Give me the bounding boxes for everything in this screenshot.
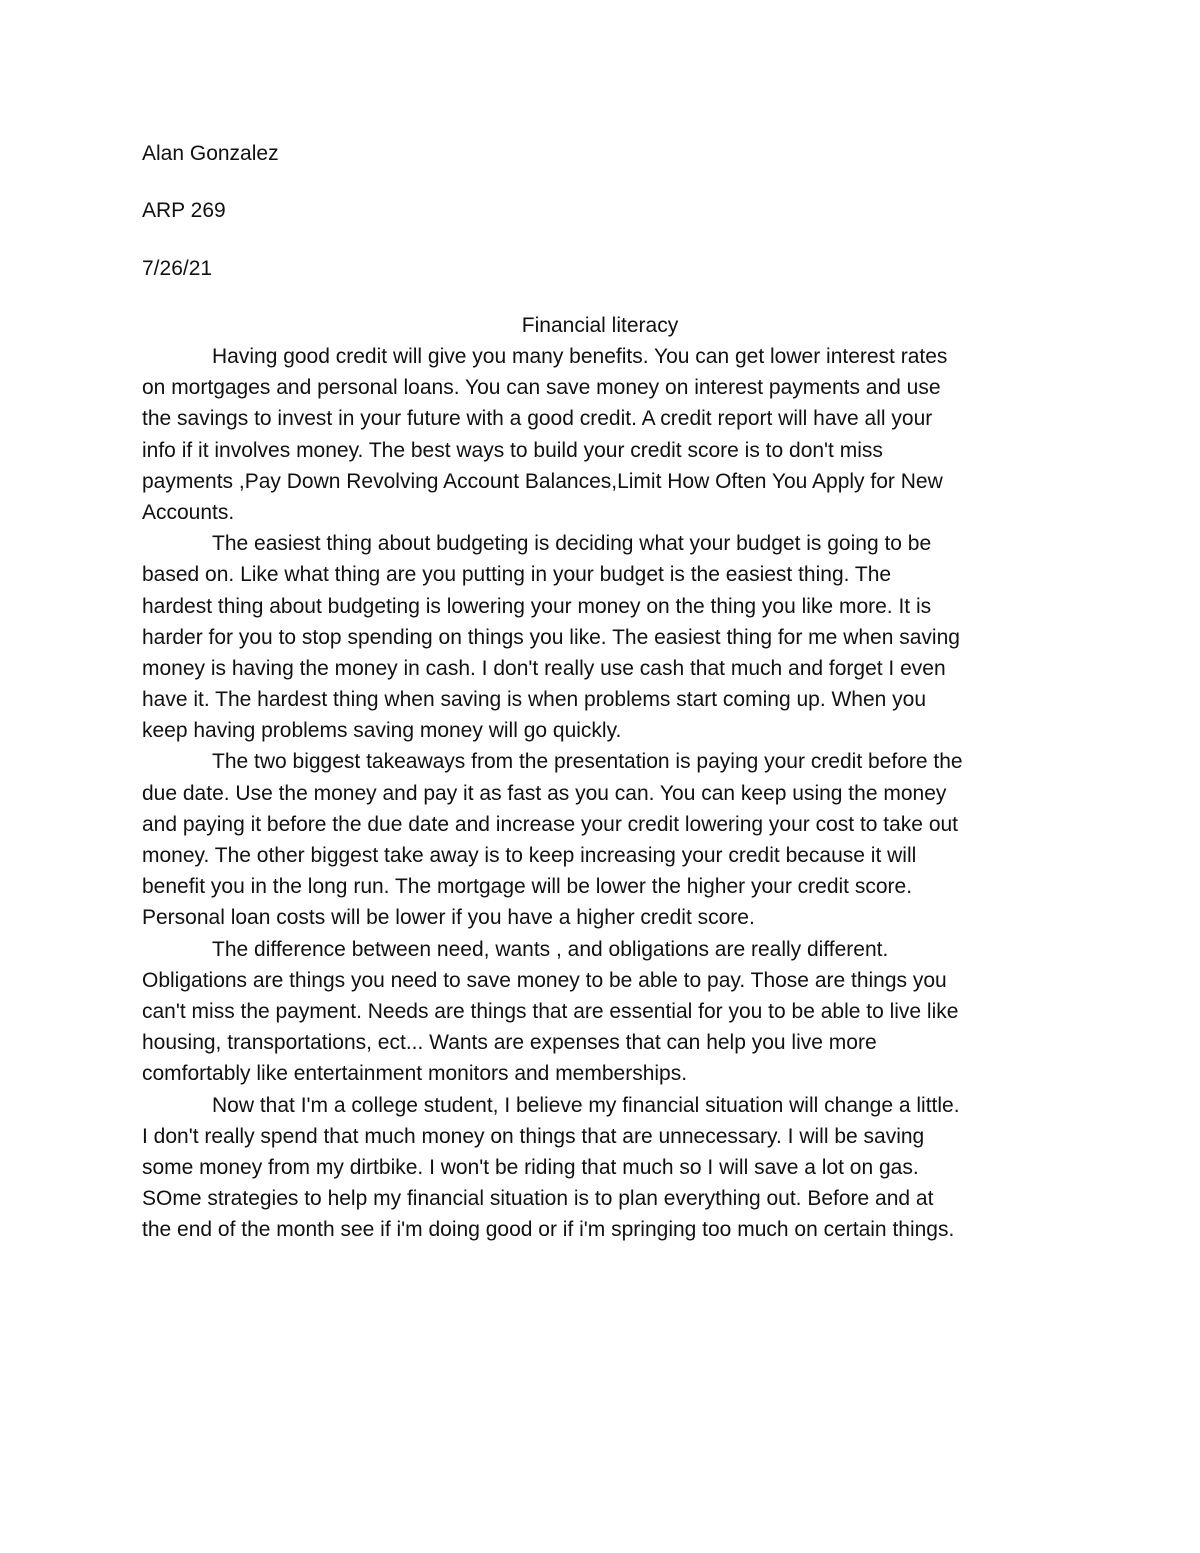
paragraph-line: Personal loan costs will be lower if you have a higher credit score. bbox=[142, 906, 755, 930]
paragraph-line: benefit you in the long run. The mortgage will be lower the higher your credit score. bbox=[142, 875, 913, 899]
paragraph-line: Obligations are things you need to save money to be able to pay. Those are things you bbox=[142, 968, 947, 992]
paragraph-college bbox=[142, 1090, 1062, 1246]
paragraph-line: can't miss the payment. Needs are things that are essential for you to be able to live like bbox=[142, 999, 959, 1023]
paragraph-line: have it. The hardest thing when saving is when problems start coming up. When you bbox=[142, 688, 927, 712]
paragraph-line: based on. Like what thing are you putting in your budget is the easiest thing. The bbox=[142, 563, 892, 587]
paragraph-line: The easiest thing about budgeting is deciding what your budget is going to be bbox=[212, 532, 932, 556]
paragraph-line: comfortably like entertainment monitors and memberships. bbox=[142, 1062, 688, 1086]
paragraph-line: The two biggest takeaways from the presentation is paying your credit before the bbox=[212, 750, 963, 774]
paragraph-line: money. The other biggest take away is to keep increasing your credit because it will bbox=[142, 844, 917, 867]
paragraph-line: some money from my dirtbike. I won't be riding that much so I will save a lot on gas. bbox=[142, 1155, 919, 1179]
paragraph-line: Accounts. bbox=[142, 500, 235, 524]
paragraph-line: keep having problems saving money will go quickly. bbox=[142, 719, 622, 743]
paragraph-line: I don't really spend that much money on things that are unnecessary. I will be saving bbox=[142, 1124, 925, 1148]
paragraph-line: and paying it before the due date and increase your credit lowering your cost to take out bbox=[142, 812, 959, 836]
paragraph-line: on mortgages and personal loans. You can save money on interest payments and use bbox=[142, 376, 941, 400]
paragraph-credit bbox=[142, 341, 1062, 528]
course-code: ARP 269 bbox=[142, 199, 226, 222]
paragraph-line: hardest thing about budgeting is lowering your money on the thing you like more. It is bbox=[142, 594, 932, 618]
paragraph-line: the savings to invest in your future with a good credit. A credit report will have all your bbox=[142, 407, 933, 431]
paragraph-line: info if it involves money. The best ways to build your credit score is to don't miss bbox=[142, 438, 883, 462]
paragraph-line: Having good credit will give you many benefits. You can get lower interest rates bbox=[212, 345, 948, 368]
paragraph-line: SOme strategies to help my financial situation is to plan everything out. Before and at bbox=[142, 1187, 934, 1211]
document-title: Financial literacy bbox=[521, 314, 679, 337]
paragraph-line: Now that I'm a college student, I believe my financial situation will change a little. bbox=[212, 1093, 960, 1117]
paragraph-needs-wants bbox=[142, 934, 1062, 1090]
paragraph-line: payments ,Pay Down Revolving Account Balances,Limit How Often You Apply for New bbox=[142, 469, 943, 493]
paragraph-line: The difference between need, wants , and obligations are really different. bbox=[212, 937, 889, 961]
paragraph-line: the end of the month see if i'm doing good or if i'm springing too much on certain things. bbox=[142, 1218, 955, 1242]
paragraph-budgeting bbox=[142, 528, 1062, 746]
paragraph-line: housing, transportations, ect... Wants are expenses that can help you live more bbox=[142, 1031, 877, 1055]
paragraph-takeaways bbox=[142, 746, 1062, 933]
paragraph-line: money is having the money in cash. I don't really use cash that much and forget I even bbox=[142, 656, 946, 680]
document-body bbox=[142, 341, 1062, 1245]
author-name: Alan Gonzalez bbox=[142, 142, 279, 165]
document-date: 7/26/21 bbox=[142, 257, 213, 280]
paragraph-line: harder for you to stop spending on things you like. The easiest thing for me when saving bbox=[142, 625, 960, 649]
paragraph-line: due date. Use the money and pay it as fast as you can. You can keep using the money bbox=[142, 781, 947, 805]
